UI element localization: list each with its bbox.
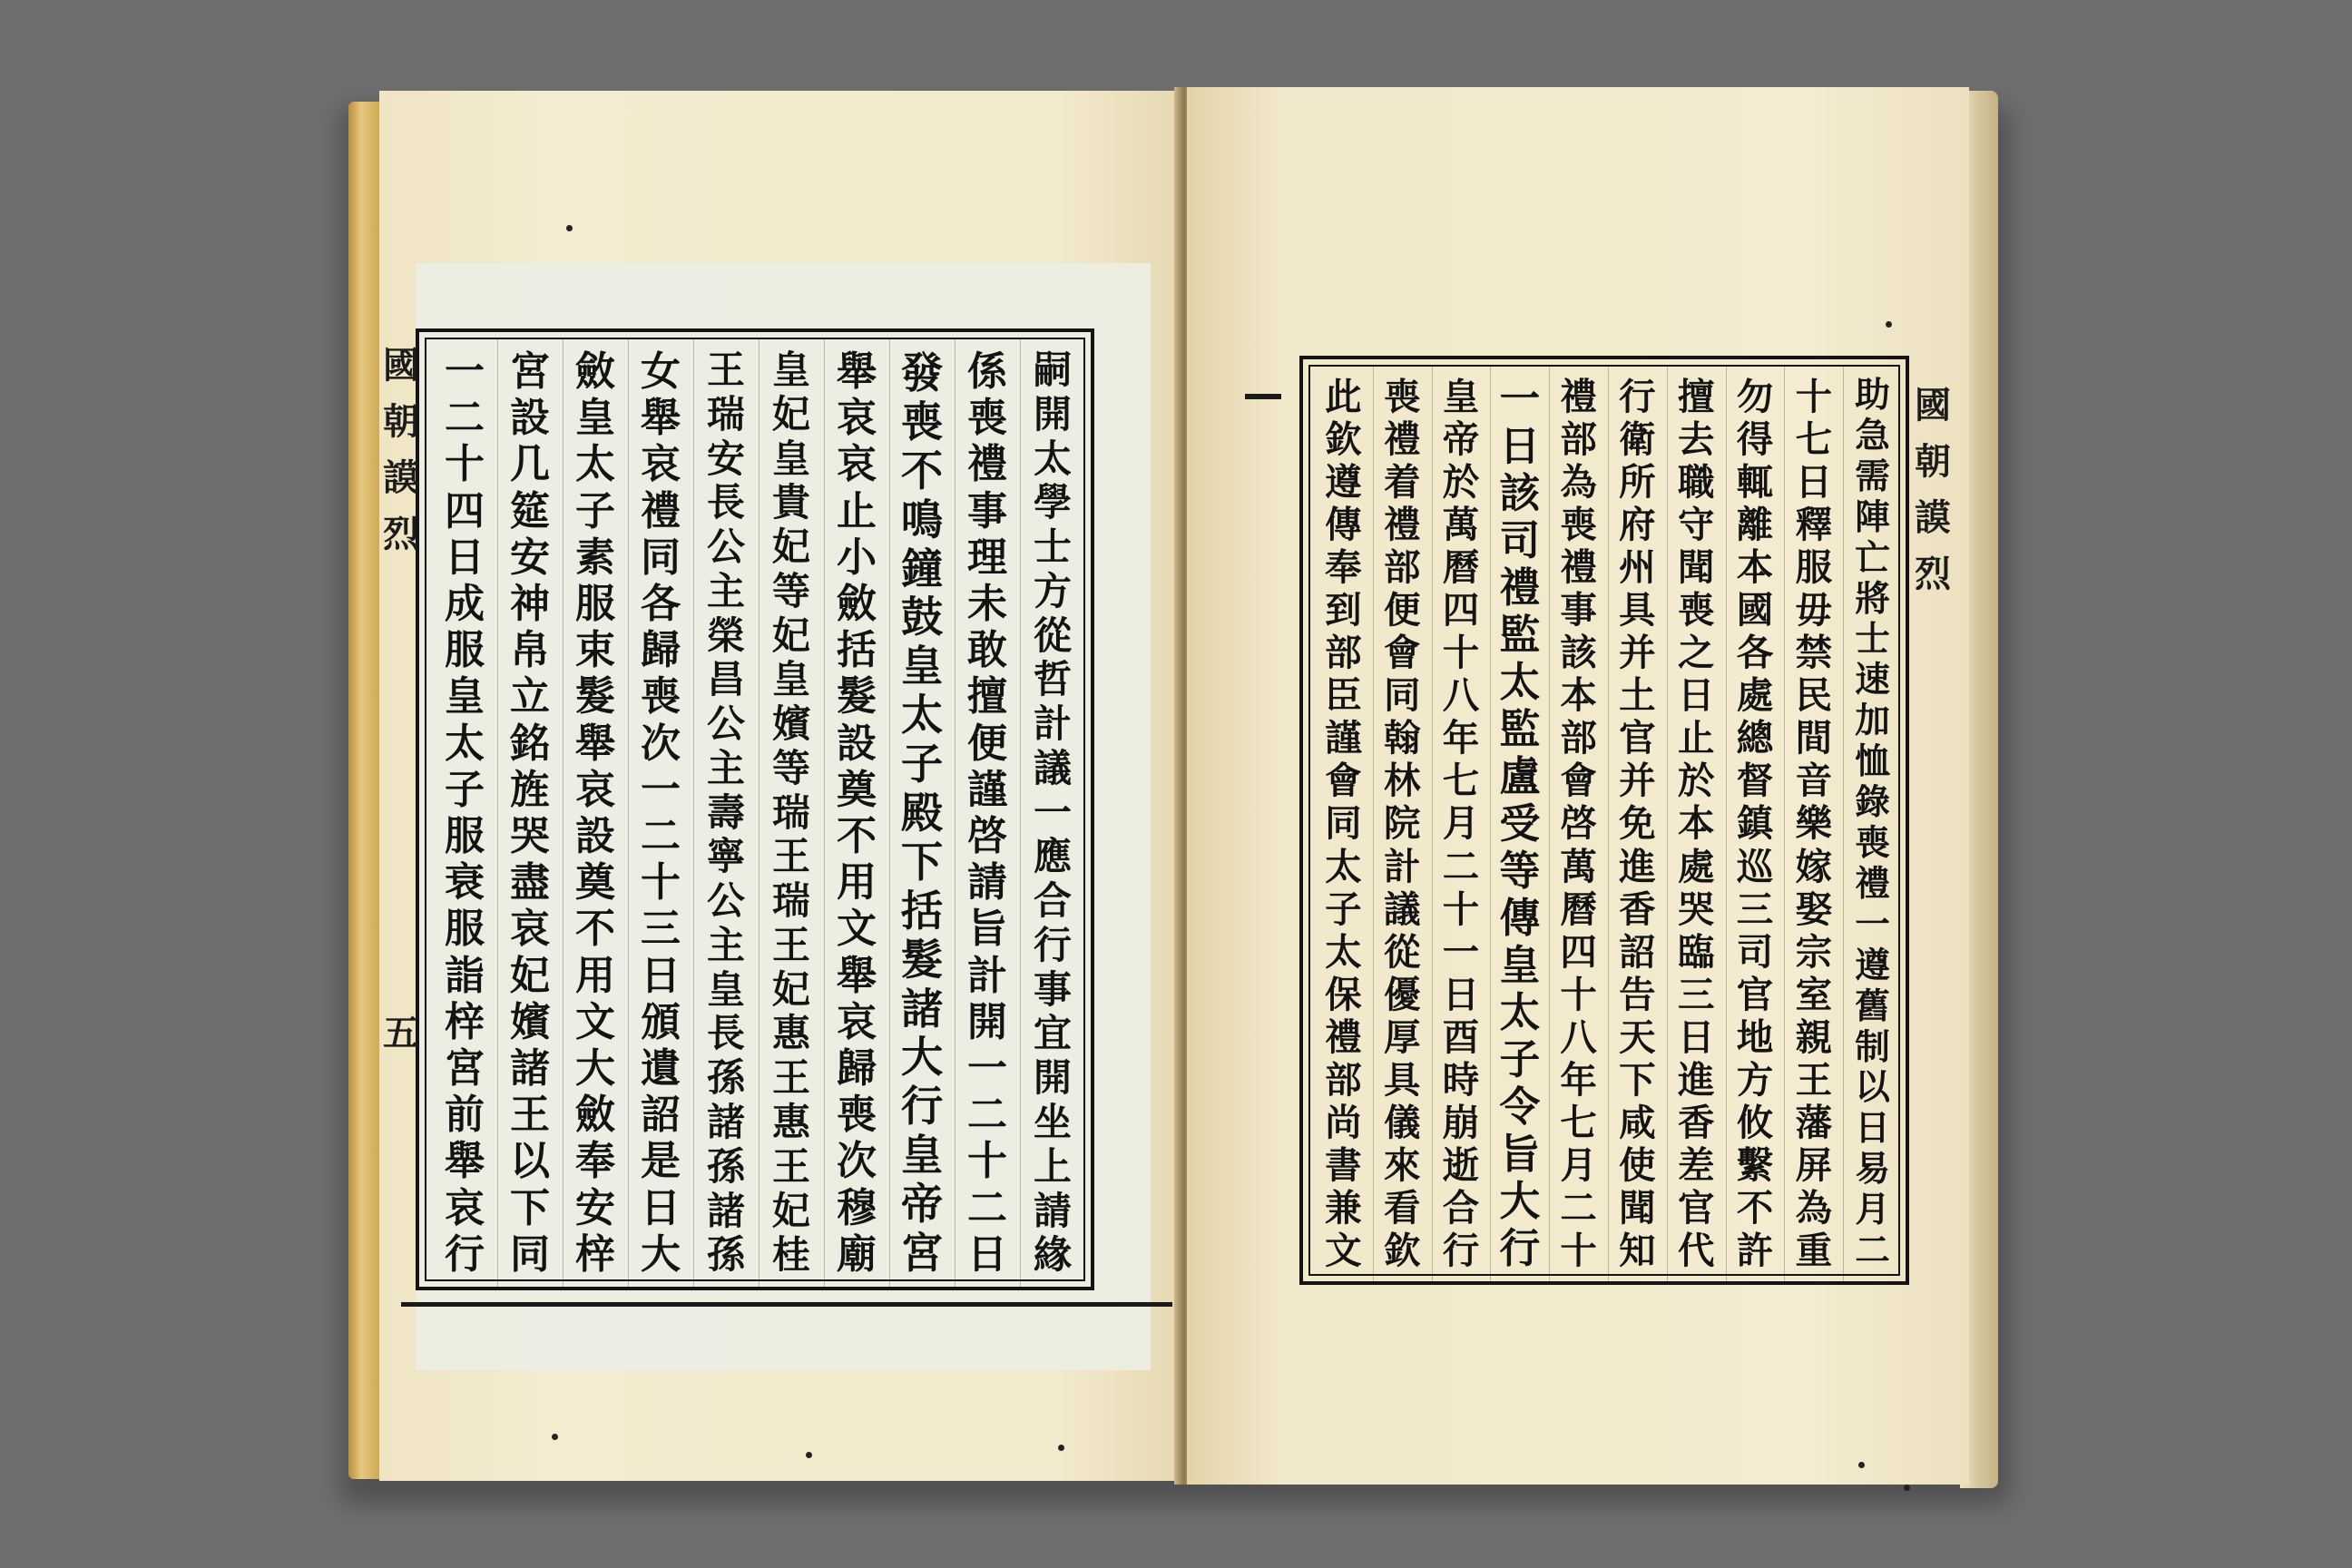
right-column-8: 皇 帝 於 萬 曆 四 十 八 年 七 月 二 十 一 日 酉 時 崩 逝 合 行 xyxy=(1442,375,1480,1272)
left-bottom-rule xyxy=(401,1302,1172,1307)
right-column-2: 十 七 日 釋 服 毋 禁 民 間 音 樂 嫁 娶 宗 室 親 王 藩 屏 為 重 xyxy=(1795,375,1833,1272)
column-rule xyxy=(1667,367,1668,1281)
column-rule xyxy=(1432,367,1433,1281)
left-column-8: 斂 皇 太 子 素 服 束 髮 舉 哀 設 奠 不 用 文 大 斂 奉 安 梓 xyxy=(574,348,616,1278)
right-column-3: 勿 得 輒 離 本 國 各 處 總 督 鎮 巡 三 司 官 地 方 攸 繫 不 許 xyxy=(1736,375,1774,1272)
left-column-7: 女 舉 哀 禮 同 各 歸 喪 次 一 二 十 三 日 頒 遺 詔 是 日 大 xyxy=(640,348,681,1278)
column-rule xyxy=(628,339,629,1287)
stitch-hole xyxy=(566,225,573,231)
left-text-frame xyxy=(416,328,1094,1290)
column-rule xyxy=(1843,367,1844,1281)
stitch-hole xyxy=(552,1434,558,1440)
column-rule xyxy=(889,339,890,1287)
column-rule xyxy=(1020,339,1021,1287)
left-text-columns xyxy=(419,332,1091,1287)
column-rule xyxy=(497,339,498,1287)
stitch-hole xyxy=(806,1452,812,1458)
right-column-1: 助 急 需 陣 亡 將 士 速 加 恤 錄 喪 禮 一 遵 舊 制 以 日 易 月 二 xyxy=(1855,375,1890,1272)
stitch-hole xyxy=(1886,321,1892,328)
right-text-frame xyxy=(1299,356,1909,1285)
left-margin-title: 國 朝 謨 烈 xyxy=(383,344,419,555)
left-column-1: 嗣 開 太 學 士 方 從 哲 計 議 一 應 合 行 事 宜 開 坐 上 請 緣 xyxy=(1034,348,1072,1278)
right-column-5: 行 衛 所 府 州 具 并 土 官 并 免 進 香 詔 告 天 下 咸 使 聞 知 xyxy=(1619,375,1656,1272)
right-margin-title: 國 朝 謨 烈 xyxy=(1915,384,1951,595)
column-rule xyxy=(1373,367,1374,1281)
column-rule xyxy=(1784,367,1785,1281)
column-rule xyxy=(693,339,694,1287)
left-column-2: 係 喪 禮 事 理 未 敢 擅 便 謹 啓 請 旨 計 開 一 二 十 二 日 xyxy=(966,348,1008,1278)
column-rule xyxy=(1608,367,1609,1281)
stitch-hole xyxy=(1904,1485,1910,1491)
right-text-columns xyxy=(1303,359,1906,1281)
right-margin-tick xyxy=(1245,394,1281,399)
right-column-7: 一 日 該 司 禮 監 太 監 盧 受 等 傳 皇 太 子 令 旨 大 行 xyxy=(1499,375,1541,1272)
column-rule xyxy=(824,339,825,1287)
left-column-6: 王 瑞 安 長 公 主 榮 昌 公 主 壽 寧 公 主 皇 長 孫 諸 孫 諸 孫 xyxy=(707,348,745,1278)
column-rule xyxy=(955,339,956,1287)
left-page-number: 五 xyxy=(383,1012,419,1054)
left-column-5: 皇 妃 皇 貴 妃 等 妃 皇 嬪 等 瑞 王 瑞 王 妃 惠 王 惠 王 妃 桂 xyxy=(772,348,810,1278)
column-rule xyxy=(1549,367,1550,1281)
column-rule xyxy=(563,339,564,1287)
left-column-4: 舉 哀 哀 止 小 斂 括 髮 設 奠 不 用 文 舉 哀 歸 喪 次 穆 廟 xyxy=(836,348,877,1278)
left-column-10: 一 二 十 四 日 成 服 皇 太 子 服 衰 服 詣 梓 宮 前 舉 哀 行 xyxy=(444,348,485,1278)
column-rule xyxy=(759,339,760,1287)
column-rule xyxy=(1726,367,1727,1281)
stitch-hole xyxy=(1858,1462,1865,1468)
right-page xyxy=(1187,87,1969,1485)
right-column-6: 禮 部 為 喪 禮 事 該 本 部 會 啓 萬 曆 四 十 八 年 七 月 二 十 xyxy=(1560,375,1597,1272)
stitch-hole xyxy=(1058,1445,1064,1451)
right-column-10: 此 欽 遵 傳 奉 到 部 臣 謹 會 同 太 子 太 保 禮 部 尚 書 兼 文 xyxy=(1325,375,1362,1272)
left-column-3: 發 喪 不 鳴 鐘 鼓 皇 太 子 殿 下 括 髮 諸 大 行 皇 帝 宮 xyxy=(900,348,944,1279)
left-page xyxy=(379,91,1181,1481)
right-column-9: 喪 禮 着 禮 部 便 會 同 翰 林 院 計 議 從 優 厚 具 儀 來 看 欽 xyxy=(1383,375,1421,1272)
left-column-9: 宮 設 几 筵 安 神 帛 立 銘 旌 哭 盡 哀 妃 嬪 諸 王 以 下 同 xyxy=(509,348,551,1278)
column-rule xyxy=(1490,367,1491,1281)
right-column-4: 擅 去 職 守 聞 喪 之 日 止 於 本 處 哭 臨 三 日 進 香 差 官 代 xyxy=(1677,375,1715,1272)
